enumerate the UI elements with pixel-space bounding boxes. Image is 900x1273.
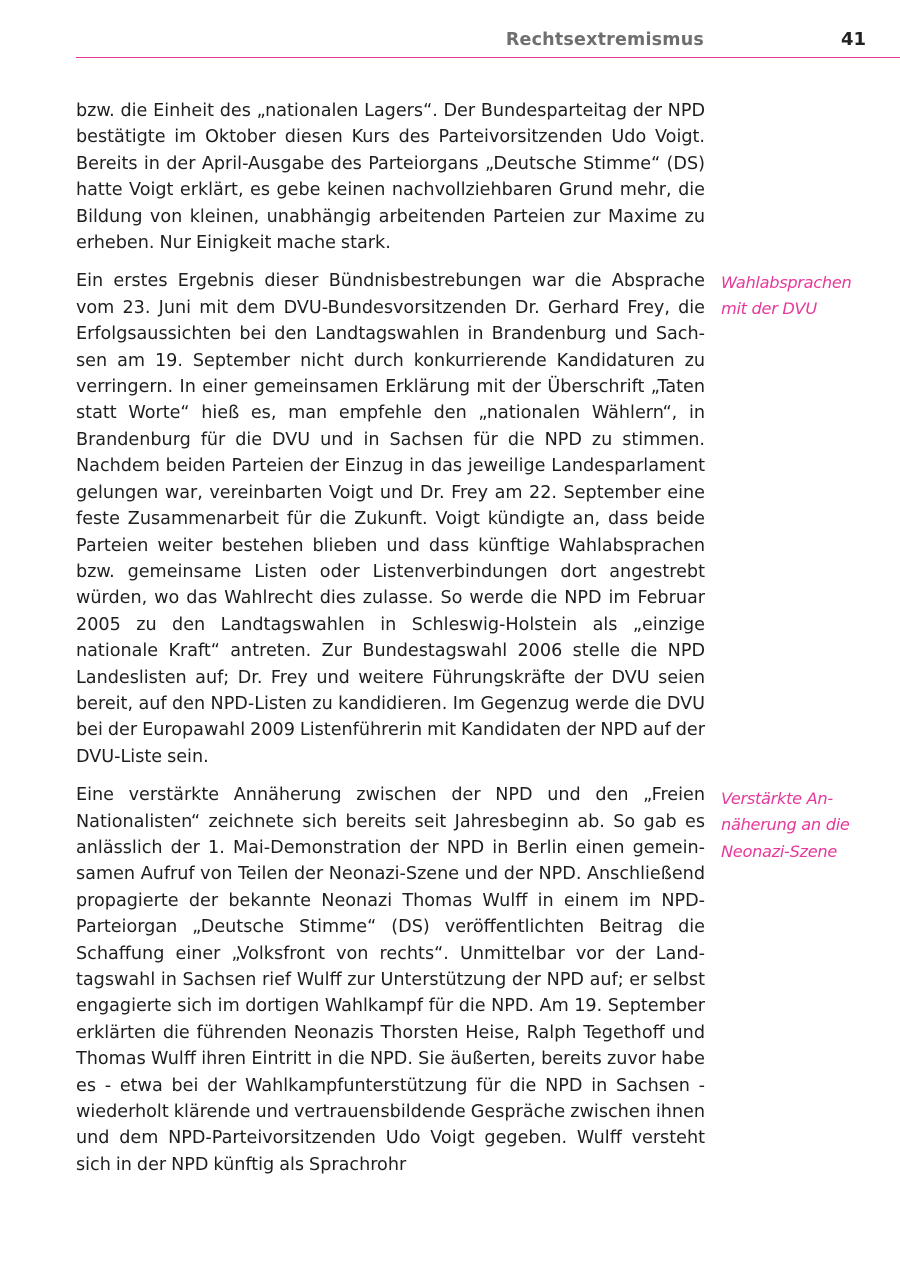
running-title: Rechtsextremismus	[505, 30, 704, 50]
margin-note-line: Neonazi-Szene	[721, 841, 838, 861]
margin-note-neonazi-szene	[721, 786, 891, 865]
margin-note-line: mit der DVU	[721, 299, 817, 319]
margin-note-wahlabsprachen	[721, 270, 891, 323]
body-text	[76, 98, 705, 1190]
paragraph-1: bzw. die Einheit des „nationalen Lagers“. Der Bundesparteitag der NPD bestätigte im Oktober diesen Kurs des Parteivorsitzenden Udo Voigt. Bereits in der April-Ausgabe des Parteiorgans „Deutsche Stimme“ (DS) hatte Voigt erklärt, es gebe keinen nachvollziehbaren Grund mehr, die Bildung von kleinen, unabhängig arbeitenden Parteien zur Maxime zu erheben. Nur Einigkeit mache stark.	[76, 101, 705, 254]
page-number: 41	[840, 29, 866, 50]
margin-note-line: Verstärkte An-	[721, 789, 833, 808]
page-header	[76, 26, 900, 58]
paragraph-3: Eine verstärkte Annäherung zwischen der NPD und den „Freien Nationalisten“ zeichnete sich bereits seit Jahresbeginn ab. So gab es anlässlich der 1. Mai-Demonstration der NPD in Berlin einen gemeinsamen Aufruf von Teilen der Neonazi-Szene und der NPD. Anschließend propagierte der bekannte Neonazi Thomas Wulff in einem im NPD-Parteiorgan „Deutsche Stimme“ (DS) veröffentlichten Beitrag die Schaffung einer „Volksfront von rechts“. Unmittelbar vor der Landtagswahl in Sachsen rief Wulff zur Unterstützung der NPD auf; er selbst engagierte sich im dortigen Wahlkampf für die NPD. Am 19. September erklärten die führenden Neonazis Thorsten Heise, Ralph Tegethoff und Thomas Wulff ihren Eintritt in die NPD. Sie äußerten, bereits zuvor habe es - etwa bei der Wahlkampfunterstützung für die NPD in Sachsen - wiederholt klärende und vertrauensbildende Gespräche zwischen ihnen und dem NPD-Parteivorsitzenden Udo Voigt gegeben. Wulff versteht sich in der NPD künftig als Sprachrohr	[76, 785, 705, 1175]
paragraph-2: Ein erstes Ergebnis dieser Bündnisbestrebungen war die Absprache vom 23. Juni mit dem DVU-Bundesvorsitzenden Dr. Gerhard Frey, die Erfolgsaussichten bei den Landtagswahlen in Brandenburg und Sachsen am 19. September nicht durch konkurrierende Kandidaturen zu verringern. In einer gemeinsamen Erklärung mit der Überschrift „Taten statt Worte“ hieß es, man empfehle den „nationalen Wählern“, in Brandenburg für die DVU und in Sachsen für die NPD zu stimmen. Nachdem beiden Parteien der Einzug in das jeweilige Landesparlament gelungen war, vereinbarten Voigt und Dr. Frey am 22. September eine feste Zusammenarbeit für die Zukunft. Voigt kündigte an, dass beide Parteien weiter bestehen blieben und dass künftige Wahlabsprachen bzw. gemeinsame Listen oder Listenverbindungen dort angestrebt würden, wo das Wahlrecht dies zulasse. So werde die NPD im Februar 2005 zu den Landtagswahlen in Schleswig-Holstein als „einzige nationale Kraft“ antreten. Zur Bundestagswahl 2006 stelle die NPD Landeslisten auf; Dr. Frey und weitere Führungskräfte der DVU seien bereit, auf den NPD-Listen zu kandidieren. Im Gegenzug werde die DVU bei der Europawahl 2009 Listenführerin mit Kandidaten der NPD auf der DVU-Liste sein.	[76, 271, 705, 767]
margin-note-line: näherung an die	[721, 815, 850, 835]
margin-note-line: Wahlabsprachen	[721, 273, 852, 292]
